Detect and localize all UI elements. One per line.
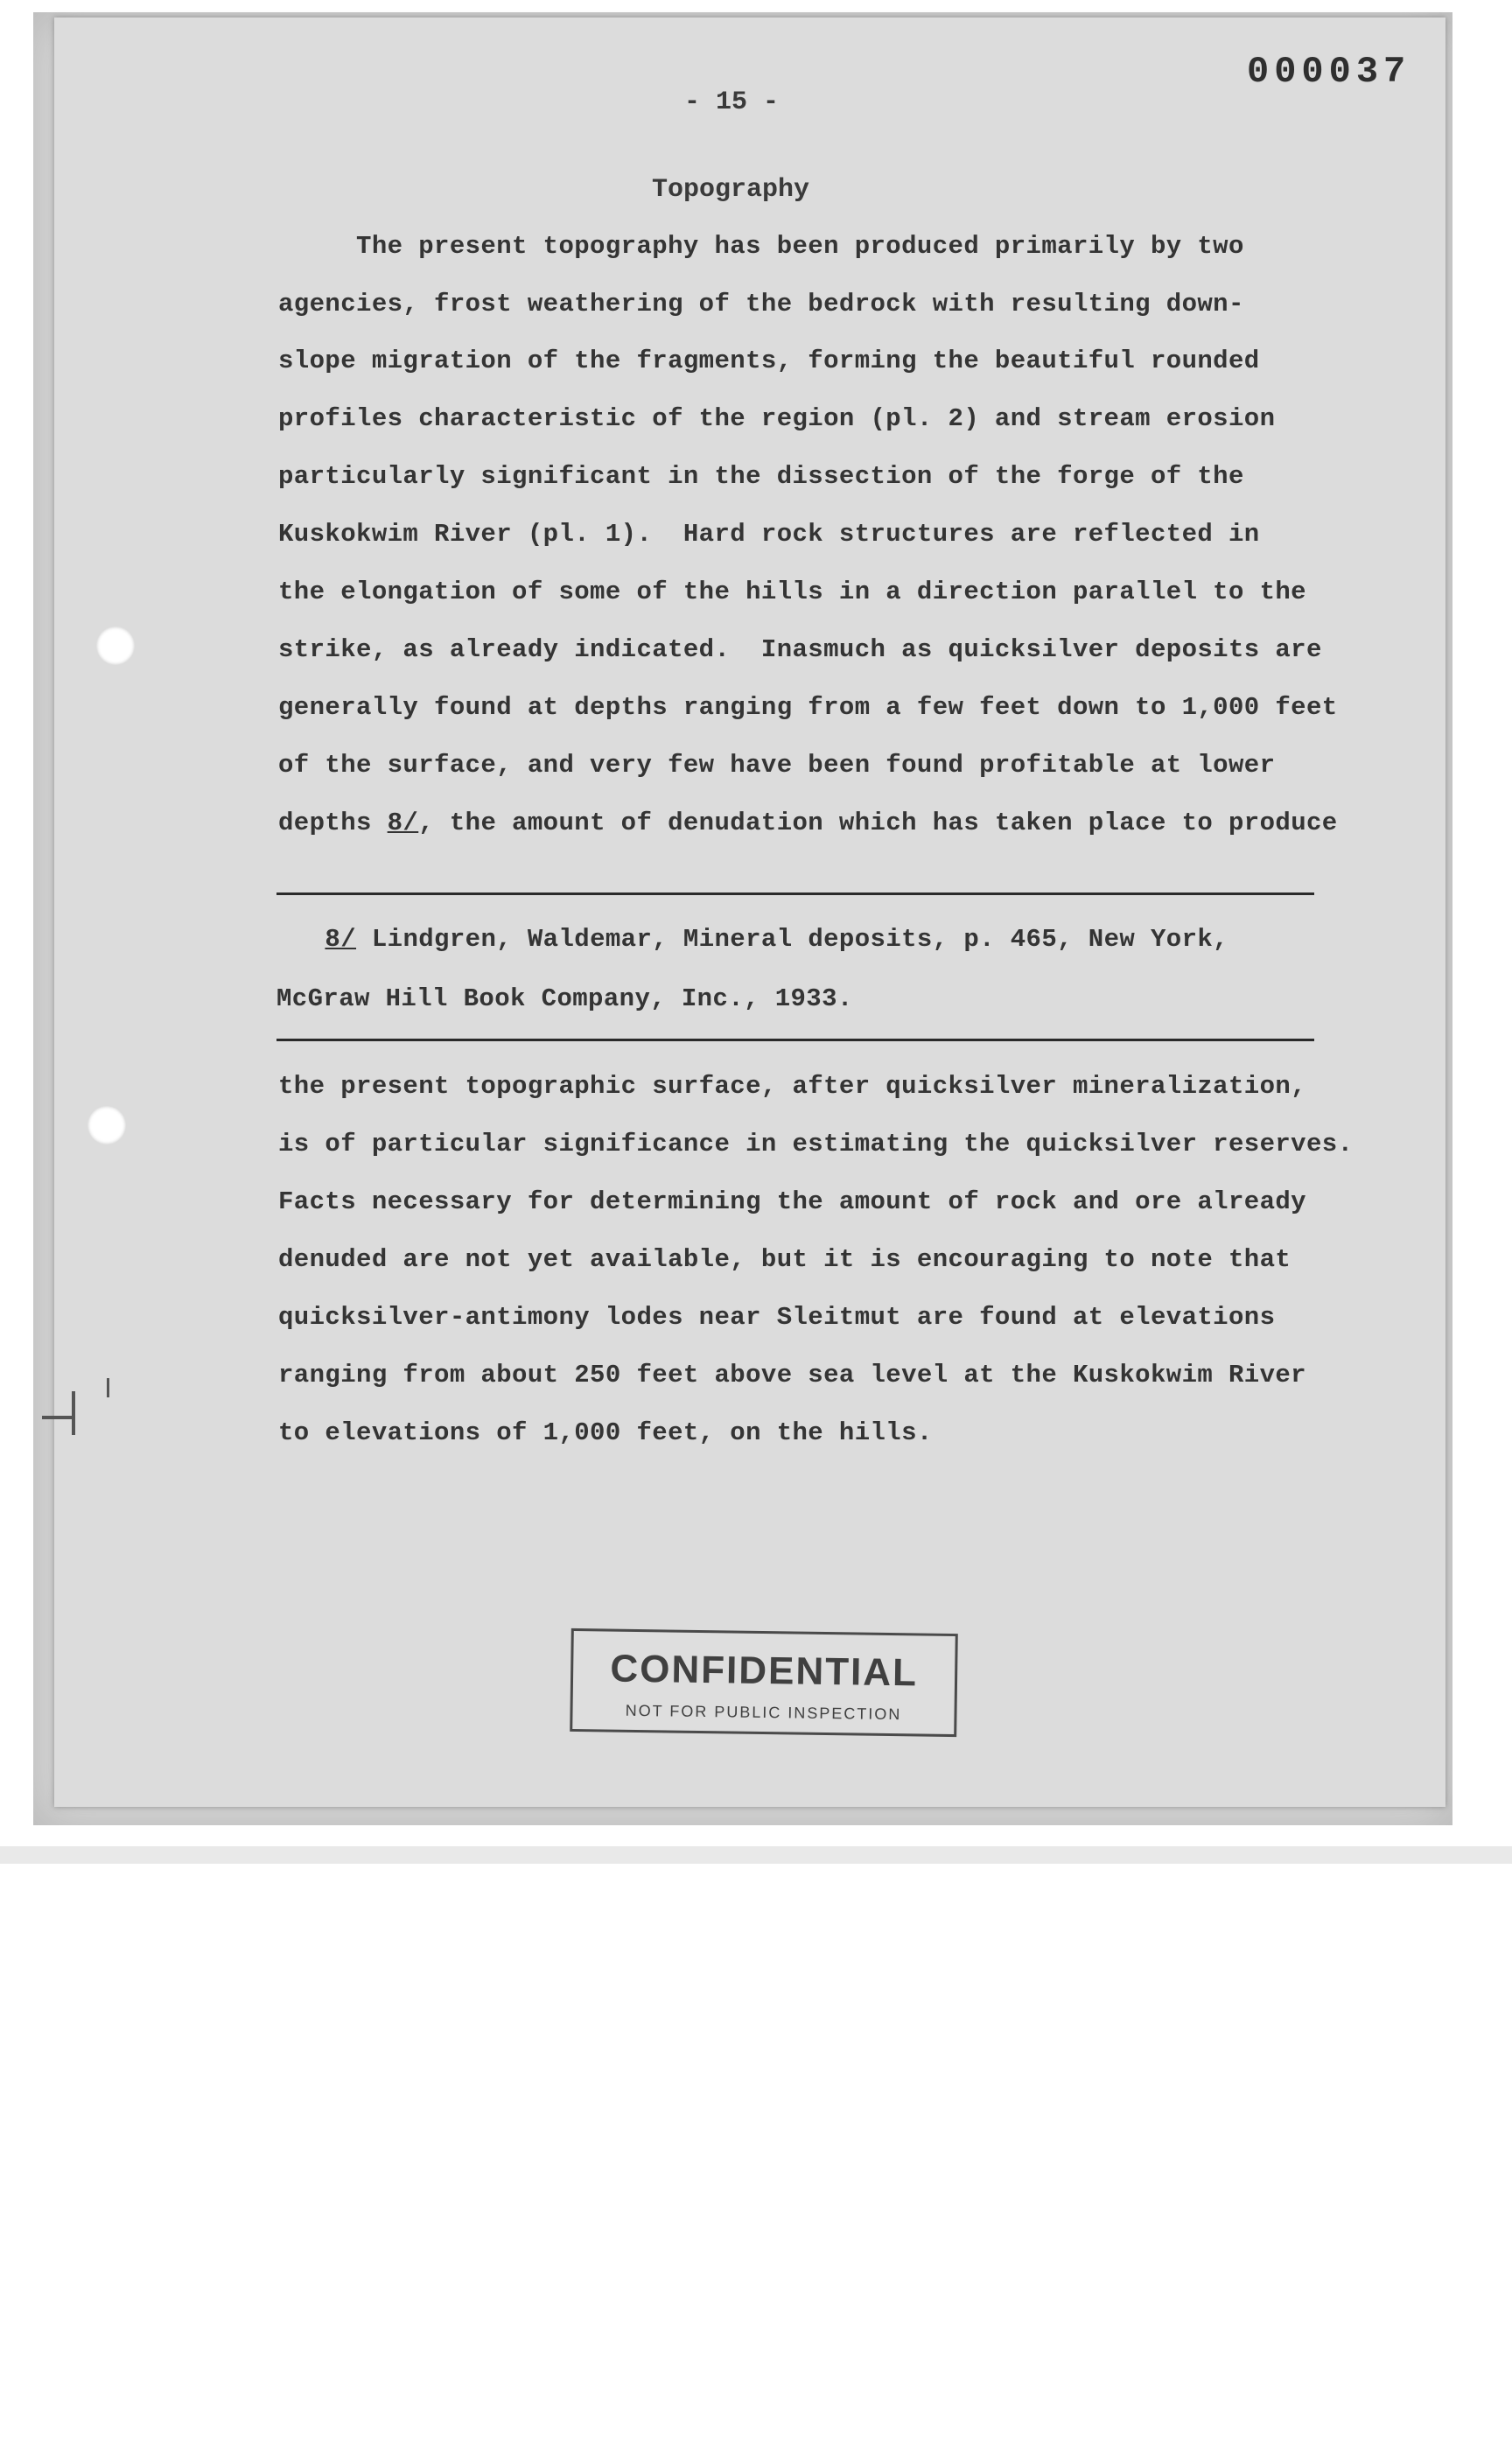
paragraph-line: strike, as already indicated. Inasmuch as quicksilver deposits are [278, 635, 1322, 664]
punch-hole-upper [96, 626, 135, 665]
punch-hole-lower [88, 1106, 126, 1144]
footnote-text: Lindgren, Waldemar, Mineral deposits, p. 465, New York, [356, 925, 1228, 954]
paragraph-line: of the surface, and very few have been found profitable at lower [278, 751, 1276, 780]
paragraph-line: agencies, frost weathering of the bedrock with resulting down- [278, 290, 1244, 318]
footnote-marker: 8/ [325, 925, 357, 954]
margin-mark [72, 1391, 75, 1435]
paragraph-line: ranging from about 250 feet above sea level at the Kuskokwim River [278, 1361, 1306, 1390]
page-number: - 15 - [684, 88, 780, 117]
paragraph-line: the present topographic surface, after quicksilver mineralization, [278, 1072, 1306, 1101]
margin-mark [107, 1378, 109, 1397]
paragraph-line: is of particular significance in estimating the quicksilver reserves. [278, 1130, 1354, 1158]
line-text: depths [278, 808, 388, 837]
paragraph-line: The present topography has been produced primarily by two [278, 232, 1244, 261]
stamp-subtitle: NOT FOR PUBLIC INSPECTION [625, 1701, 902, 1724]
margin-mark [42, 1416, 74, 1419]
section-heading: Topography [652, 175, 810, 205]
line-text: , the amount of denudation which has taken place to produce [418, 808, 1338, 837]
footnote-rule-top [276, 892, 1314, 895]
footnote-line [278, 925, 1228, 954]
stamp-title: CONFIDENTIAL [610, 1647, 919, 1695]
paragraph-line: to elevations of 1,000 feet, on the hills. [278, 1418, 933, 1447]
scan-edge-strip [0, 1846, 1512, 1864]
paragraph-line: profiles characteristic of the region (pl. 2) and stream erosion [278, 404, 1276, 433]
paragraph-line: Kuskokwim River (pl. 1). Hard rock structures are reflected in [278, 520, 1260, 549]
paragraph-line: slope migration of the fragments, forming the beautiful rounded [278, 346, 1260, 375]
footnote-reference: 8/ [387, 808, 419, 837]
paragraph-line: particularly significant in the dissection of the forge of the [278, 462, 1244, 491]
paragraph-line: Facts necessary for determining the amount of rock and ore already [278, 1187, 1306, 1216]
paragraph-line: quicksilver-antimony lodes near Sleitmut are found at elevations [278, 1303, 1276, 1332]
document-page [54, 18, 1446, 1807]
footnote-line: McGraw Hill Book Company, Inc., 1933. [276, 984, 853, 1013]
paragraph-line: generally found at depths ranging from a few feet down to 1,000 feet [278, 693, 1338, 722]
confidential-stamp [570, 1628, 958, 1737]
paragraph-line: the elongation of some of the hills in a direction parallel to the [278, 578, 1306, 606]
paragraph-line-with-footnote-ref [278, 808, 1338, 837]
footnote-rule-bottom [276, 1039, 1314, 1041]
document-id: 000037 [1247, 51, 1411, 93]
paragraph-line: denuded are not yet available, but it is encouraging to note that [278, 1245, 1292, 1274]
